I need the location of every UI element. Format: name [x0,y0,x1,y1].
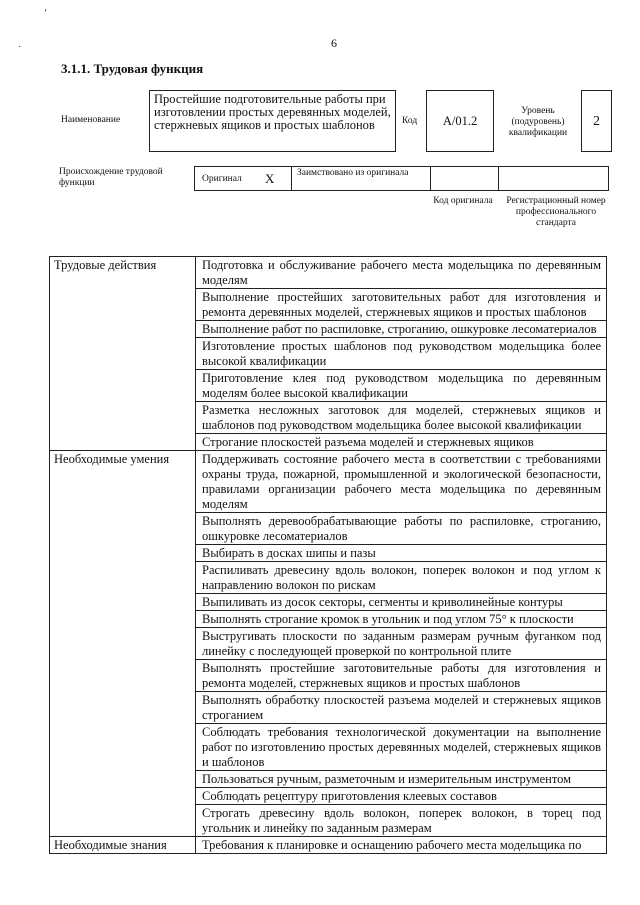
category-cell: Необходимые умения [50,451,196,837]
item-cell: Выстругивать плоскости по заданным размерам ручным фуганком под линейку с последующей проверкой по контрольной плите [196,628,607,660]
item-cell: Распиливать древесину вдоль волокон, поперек волокон и под углом к направлению волокон по рискам [196,562,607,594]
item-cell: Выпиливать из досок секторы, сегменты и криволинейные контуры [196,594,607,611]
function-name-box [149,90,396,152]
reg-number-caption: Регистрационный номер профессионального стандарта [506,196,606,228]
item-cell: Выполнять деревообрабатывающие работы по распиловке, строганию, ошкуровке лесоматериалов [196,513,607,545]
origin-row [194,166,609,191]
item-cell: Выполнение простейших заготовительных работ для изготовления и ремонта деревянных моделей, стержневых ящиков и простых шаблонов [196,289,607,321]
item-cell: Изготовление простых шаблонов под руководством модельщика более высокой квалификации [196,338,607,370]
item-cell: Разметка несложных заготовок для моделей, стержневых ящиков и шаблонов под руководством модельщика более высокой квалификации [196,402,607,434]
original-mark: X [265,171,275,186]
item-cell: Требования к планировке и оснащению рабочего места модельщика по [196,837,607,854]
item-cell: Выполнять строгание кромок в угольник и под углом 75° к плоскости [196,611,607,628]
name-label: Наименование [61,115,121,125]
item-cell: Выполнять простейшие заготовительные работы для изготовления и ремонта моделей, стержневых ящиков и простых шаблонов [196,660,607,692]
table-row [50,257,607,289]
code-value: A/01.2 [442,114,478,128]
item-cell: Строгание плоскостей разъема моделей и стержневых ящиков [196,434,607,451]
origin-label: Происхождение трудовой функции [59,167,163,188]
function-name-value: Простейшие подготовительные работы при изготовлении простых деревянных моделей, стержневых ящиков и простых шаблонов [154,92,391,132]
labor-function-table [49,256,607,854]
level-value: 2 [593,114,600,129]
scan-mark: ‘ [44,8,48,19]
item-cell: Выполнять обработку плоскостей разъема моделей и стержневых ящиков строганием [196,692,607,724]
item-cell: Подготовка и обслуживание рабочего места модельщика по деревянным моделям [196,257,607,289]
item-cell: Выполнение работ по распиловке, строганию, ошкуровке лесоматериалов [196,321,607,338]
item-cell: Выбирать в досках шипы и пазы [196,545,607,562]
borrowed-label: Заимствовано из оригинала [297,168,409,178]
qualification-level-label: Уровень (подуровень) квалификации [508,106,568,138]
section-title: 3.1.1. Трудовая функция [61,61,204,76]
code-original-caption: Код оригинала [433,196,493,206]
item-cell: Приготовление клея под руководством модельщика по деревянным моделям более высокой квалификации [196,370,607,402]
table-row [50,837,607,854]
item-cell: Соблюдать рецептуру приготовления клеевых составов [196,788,607,805]
category-cell: Необходимые знания [50,837,196,854]
level-box [581,90,612,152]
code-label: Код [402,116,418,126]
scan-mark: · [18,42,22,53]
item-cell: Соблюдать требования технологической документации на выполнение работ по изготовлению простых деревянных моделей, стержневых ящиков и шаблонов [196,724,607,771]
item-cell: Поддерживать состояние рабочего места в соответствии с требованиями охраны труда, пожарной, промышленной и экологической безопасности, правилами организации рабочего места модельщика по деревянным моделям [196,451,607,513]
item-cell: Строгать древесину вдоль волокон, поперек волокон, в торец под угольник и линейку по заданным размерам [196,805,607,837]
page-number: 6 [331,36,337,50]
table-row [50,451,607,513]
code-box [426,90,494,152]
category-cell: Трудовые действия [50,257,196,451]
original-label: Оригинал [202,174,242,184]
item-cell: Пользоваться ручным, разметочным и измерительным инструментом [196,771,607,788]
